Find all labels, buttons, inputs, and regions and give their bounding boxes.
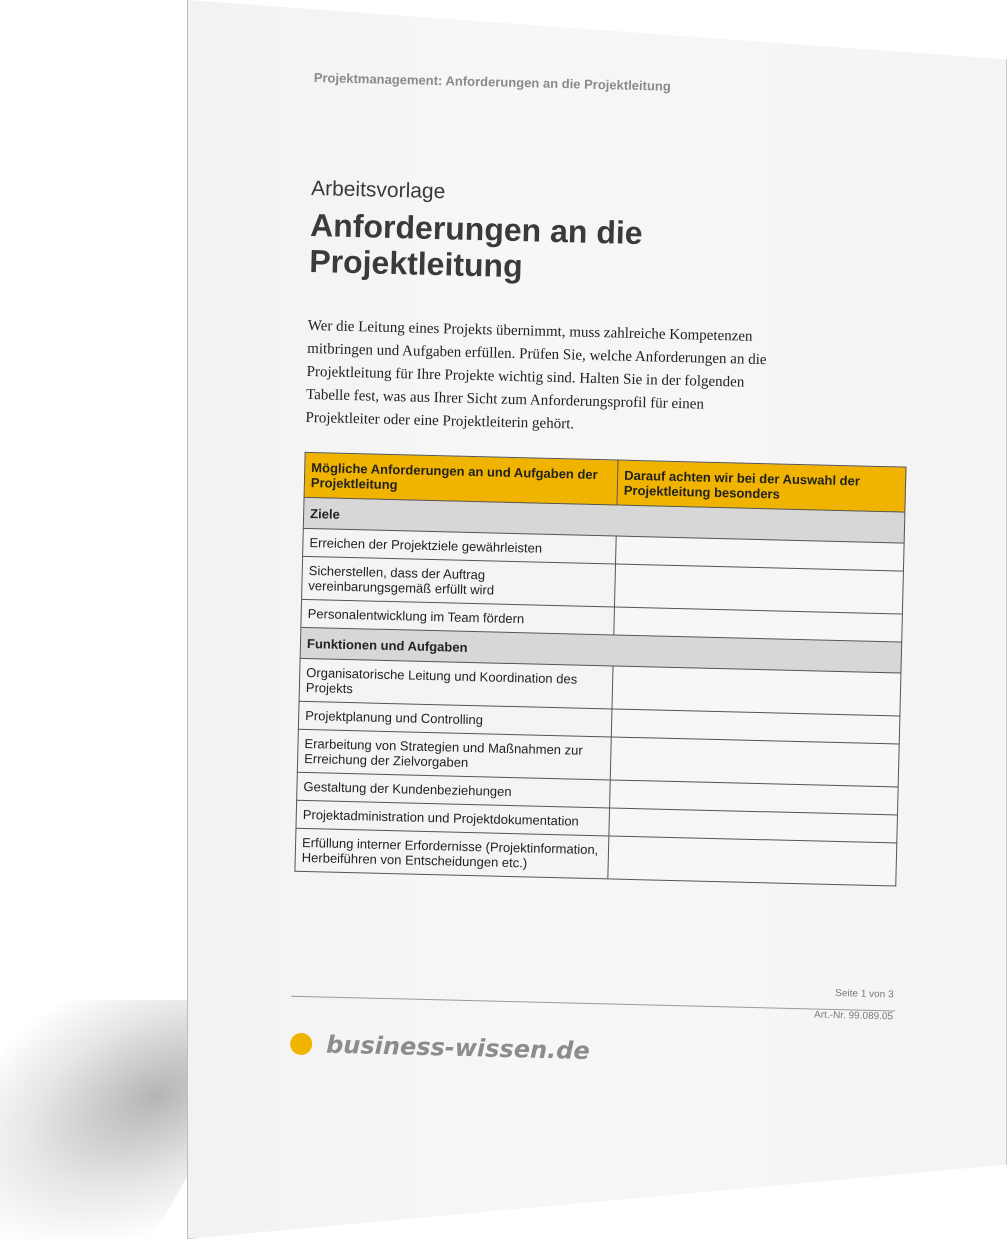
requirement-cell: Gestaltung der Kundenbeziehungen — [297, 772, 611, 808]
notes-cell[interactable] — [612, 666, 901, 716]
page-info — [814, 983, 894, 1029]
logo-dot-icon — [290, 1033, 313, 1056]
requirement-cell: Organisatorische Leitung und Koordination des Projekts — [299, 658, 613, 709]
page-number: Seite 1 von 3 — [835, 988, 894, 1001]
title-line-2: Projektleitung — [308, 242, 524, 285]
requirement-cell: Erarbeitung von Strategien und Maßnahmen zur Erreichung der Zielvorgaben — [297, 729, 611, 780]
requirements-table — [294, 452, 906, 887]
requirement-cell: Projektplanung und Controlling — [298, 701, 612, 737]
requirement-cell: Erfüllung interner Erfordernisse (Projektinformation, Herbeiführen von Entscheidungen etc.) — [295, 828, 609, 879]
document-title — [309, 207, 915, 294]
intro-paragraph: Wer die Leitung eines Projekts übernimmt, muss zahlreiche Kompetenzen mitbringen und Aufgaben erfüllen. Prüfen Sie, welche Anforderungen an die Projektleitung für Ihre Projekte wichtig sind. Halten Sie in der folgenden Tabelle fest, was aus Ihrer Sicht zum Anforderungsprofil für einen Projektleiter oder eine Projektleiterin gehört. — [305, 317, 767, 433]
requirement-cell: Personalentwicklung im Team fördern — [301, 599, 615, 635]
notes-cell[interactable] — [610, 737, 899, 787]
logo-text: business-wissen.de — [325, 1030, 591, 1066]
running-header: Projektmanagement: Anforderungen an die Projektleitung — [313, 70, 671, 94]
requirement-cell: Sicherstellen, dass der Auftrag vereinbarungsgemäß erfüllt wird — [302, 556, 616, 607]
column-header-requirements: Mögliche Anforderungen an und Aufgaben der Projektleitung — [304, 452, 618, 505]
requirement-cell: Projektadministration und Projektdokumentation — [296, 800, 610, 836]
section-label: Funktionen und Aufgaben — [300, 627, 902, 673]
title-line-1: Anforderungen an die — [309, 206, 644, 252]
document-subtitle: Arbeitsvorlage — [310, 176, 446, 204]
section-label: Ziele — [303, 497, 905, 543]
document-content — [294, 70, 917, 1066]
article-number: Art.-Nr. 99.089.05 — [813, 1009, 894, 1023]
notes-cell[interactable] — [614, 564, 903, 614]
column-header-selection-focus: Darauf achten wir bei der Auswahl der Projektleitung besonders — [617, 460, 906, 512]
requirement-cell: Erreichen der Projektziele gewährleisten — [303, 528, 617, 564]
notes-cell[interactable] — [608, 836, 897, 886]
